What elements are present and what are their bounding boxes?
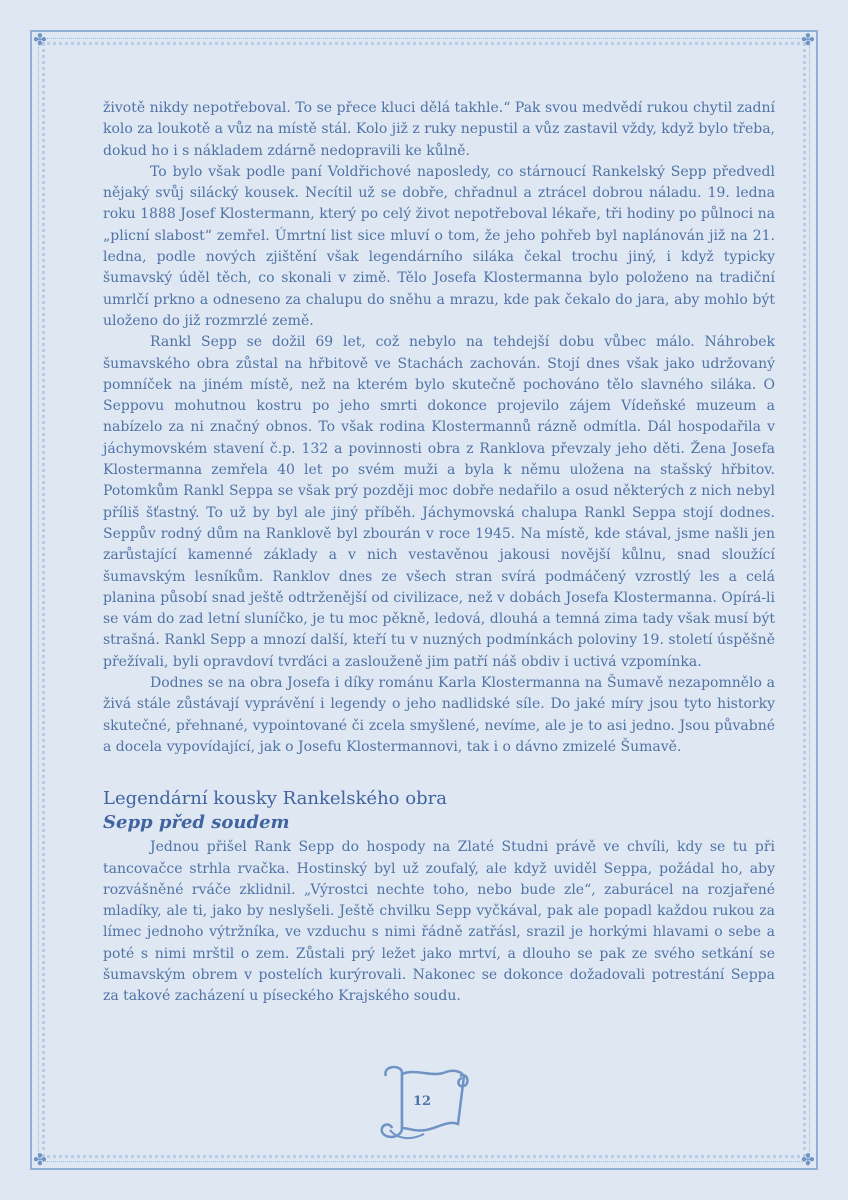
page-number: 12 bbox=[412, 1094, 432, 1109]
page-number-scroll bbox=[372, 1062, 472, 1144]
paragraph-continued: životě nikdy nepotřeboval. To se přece kluci dělá takhle.“ Pak svou medvědí rukou chytil zadní kolo za loukotě a vůz na místě stál. Kolo již z ruky nepustil a vůz zastavil vždy, když bylo třeba, dokud ho i s nákladem zdárně nedopravili ke kůlně. bbox=[103, 100, 775, 159]
section-paragraph: Jednou přišel Rank Sepp do hospody na Zlaté Studni právě ve chvíli, kdy se tu při tancovačce strhla rvačka. Hostinský byl už zoufalý, ale když uviděl Seppa, požádal ho, aby rozvášněné rváče zklidnil. „Výrostci nechte toho, nebo bude zle“, zaburácel na rozjařené mladíky, ale ti, jako by neslyšeli. Ještě chvilku Sepp vyčkával, pak ale popadl každou rukou za límec jednoho výtržníka, ve vzduchu s nimi řádně zatřásl, srazil je horkými hlavami o sebe a poté s nimi mrštil o zem. Zůstali prý ležet jako mrtví, a dlouho se pak ze svého setkání se šumavským obrem v postelích kurýrovali. Nakonec se dokonce dožadovali potrestání Seppa za takové zacházení u píseckého Krajského soudu. bbox=[103, 839, 775, 1005]
paragraph: Rankl Sepp se dožil 69 let, což nebylo na tehdejší dobu vůbec málo. Náhrobek šumavského obra zůstal na hřbitově ve Stachách zachován. Stojí dnes však jako udržovaný pomníček na jiném místě, než na kterém bylo skutečně pochováno tělo slavného siláka. O Seppovu mohutnou kostru po jeho smrti dokonce projevilo zájem Vídeňské muzeum a nabízelo za ni značný obnos. To však rodina Klostermannů rázně odmítla. Dál hospodařila v jáchymovském stavení č.p. 132 a povinnosti obra z Ranklova převzaly jeho děti. Žena Josefa Klostermanna zemřela 40 let po svém muži a byla k němu uložena na stašský hřbitov. Potomkům Rankl Seppa se však prý později moc dobře nedařilo a osud některých z nich nebyl příliš šťastný. To už by byl ale jiný příběh. Jáchymovská chalupa Rankl Seppa stojí dodnes. Seppův rodný dům na Ranklově byl zbourán v roce 1945. Na místě, kde stával, jsme našli jen zarůstající kamenné základy a v nich vestavěnou jakousi novější kůlnu, snad sloužící šumavským lesníkům. Ranklov dnes ze všech stran svírá podmáčený vzrostlý les a celá planina působí snad ještě odtrženější od civilizace, než v dobách Josefa Klostermanna. Opírá-li se vám do zad letní sluníčko, je tu moc pěkně, ledová, dlouhá a temná zima tady však musí být strašná. Rankl Sepp a mnozí další, kteří tu v nuzných podmínkách poloviny 19. století úspěšně přežívali, byli opravdoví tvrďáci a zaslouženě jim patří náš obdiv i uctivá vzpomínka. bbox=[103, 334, 775, 670]
paragraph: To bylo však podle paní Voldřichové naposledy, co stárnoucí Rankelský Sepp předvedl nějaký svůj silácký kousek. Necítil už se dobře, chřadnul a ztrácel dobrou náladu. 19. ledna roku 1888 Josef Klostermann, který po celý život nepotřeboval lékaře, tři hodiny po půlnoci na „plicní slabost“ zemřel. Úmrtní list sice mluví o tom, že jeho pohřeb byl naplánován již na 21. ledna, podle nových zjištění však legendárního siláka čekal trochu jiný, i když typicky šumavský úděl těch, co skonali v zimě. Tělo Josefa Klostermanna bylo položeno na tradiční umrlčí prkno a odneseno za chalupu do sněhu a mrazu, kde pak čekalo do jara, aby mohlo být uloženo do již rozmrzlé země. bbox=[103, 163, 775, 329]
corner-ornament-icon: ✤ bbox=[801, 1150, 815, 1169]
article-body bbox=[103, 98, 775, 1008]
corner-ornament-icon: ✤ bbox=[33, 30, 47, 49]
subsection-heading: Sepp před soudem bbox=[103, 812, 290, 834]
corner-ornament-icon: ✤ bbox=[33, 1150, 47, 1169]
corner-ornament-icon: ✤ bbox=[801, 30, 815, 49]
section-heading: Legendární kousky Rankelského obra bbox=[103, 788, 447, 810]
paragraph: Dodnes se na obra Josefa i díky románu Karla Klostermanna na Šumavě nezapomnělo a živá stále zůstávají vyprávění i legendy o jeho nadlidské síle. Do jaké míry jsou tyto historky skutečné, přehnané, vypointované či zcela smyšlené, nevíme, ale je to asi jedno. Jsou půvabné a docela vypovídající, jak o Josefu Klostermannovi, tak i o dávno zmizelé Šumavě. bbox=[103, 675, 775, 755]
